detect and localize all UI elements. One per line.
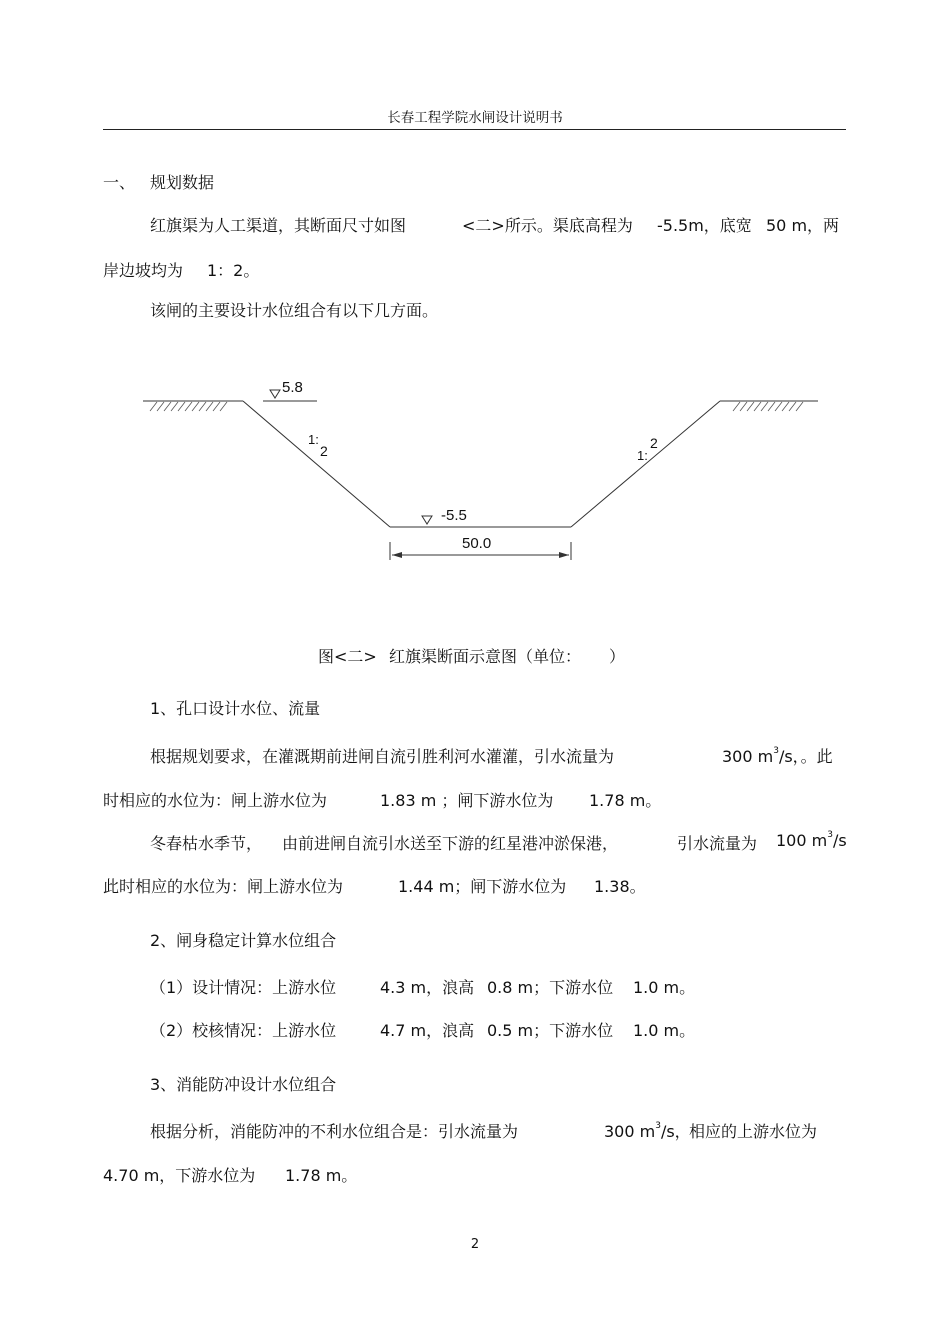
dimension-arrow-right-icon — [559, 552, 569, 558]
para4-part-e: 此时相应的水位为：闸上游水位为 — [103, 877, 344, 896]
case1-part-b: 4.3 m，浪高 — [380, 978, 475, 997]
right-bank-hatch — [733, 402, 803, 411]
case2-part-b: 4.7 m，浪高 — [380, 1021, 475, 1040]
case2-part-a: （2）校核情况：上游水位 — [150, 1021, 337, 1040]
para1-part-f: 1：2。 — [207, 261, 260, 280]
para3-part-e: 1.78 m。 — [589, 791, 662, 810]
right-slope-label-b: 2 — [650, 435, 658, 451]
para1-part-b: <二>所示。渠底高程为 — [462, 216, 633, 235]
case1-part-d: 1.0 m。 — [633, 978, 696, 997]
section-title: 规划数据 — [150, 173, 215, 192]
para2: 该闸的主要设计水位组合有以下几方面。 — [150, 301, 439, 320]
left-bank-hatch — [150, 402, 227, 411]
left-slope-line — [243, 401, 390, 527]
right-slope-label-a: 1: — [637, 448, 648, 463]
case1-part-a: （1）设计情况：上游水位 — [150, 978, 337, 997]
para4-part-f: 1.44 m；闸下游水位为 — [398, 877, 567, 896]
subsection-3-title: 3、消能防冲设计水位组合 — [150, 1075, 337, 1094]
bottom-level-triangle-icon — [422, 516, 432, 524]
subsection-2-title: 2、闸身稳定计算水位组合 — [150, 931, 337, 950]
para4-part-a: 冬春枯水季节， — [150, 834, 263, 853]
para1-part-c: -5.5m，底宽 — [657, 216, 752, 235]
top-level-label: 5.8 — [282, 379, 303, 396]
para5-part-d: 4.70 m，下游水位为 — [103, 1166, 256, 1185]
para3-flow: 300 $m^3/s$，。此 — [722, 746, 833, 766]
para1-part-d: 50 m，两 — [766, 216, 840, 235]
para3-part-a: 根据规划要求，在灌溉期前进闸自流引胜利河水灌灌，引水流量为 — [150, 747, 615, 766]
figure-caption-text: 红旗渠断面示意图（单位： — [389, 647, 582, 666]
para4-part-g: 1.38。 — [594, 877, 646, 896]
figure-caption-number: 图<二> — [318, 647, 377, 666]
para1-part-a: 红旗渠为人工渠道，其断面尺寸如图 — [150, 216, 407, 235]
para4-part-c: 引水流量为 — [677, 834, 758, 853]
para4-part-b: 由前进闸自流引水送至下游的红星港冲淤保港， — [282, 834, 619, 853]
para5-flow: 300 $m^3/s$， — [604, 1121, 691, 1141]
case2-part-c: 0.5 m；下游水位 — [487, 1021, 614, 1040]
para1-part-e: 岸边坡均为 — [103, 261, 184, 280]
case1-part-c: 0.8 m；下游水位 — [487, 978, 614, 997]
para5-part-c: 相应的上游水位为 — [689, 1122, 818, 1141]
bottom-width-label: 50.0 — [462, 535, 492, 552]
top-level-triangle-icon — [270, 390, 280, 398]
figure-caption-close: ） — [609, 647, 626, 666]
dimension-arrow-left-icon — [392, 552, 402, 558]
para3-part-d: 1.83 m ；闸下游水位为 — [380, 791, 554, 810]
page-number: 2 — [470, 1237, 480, 1252]
right-slope-line — [571, 401, 720, 527]
para5-part-a: 根据分析，消能防冲的不利水位组合是：引水流量为 — [150, 1122, 519, 1141]
page-header: 长春工程学院水闸设计说明书 — [387, 110, 563, 126]
bottom-level-label: -5.5 — [441, 507, 467, 524]
subsection-1-title: 1、孔口设计水位、流量 — [150, 699, 321, 718]
case2-part-d: 1.0 m。 — [633, 1021, 696, 1040]
para4-flow: 100 $m^3/s$ — [776, 830, 847, 850]
para5-part-e: 1.78 m。 — [285, 1166, 358, 1185]
left-slope-label-b: 2 — [320, 443, 328, 459]
para3-part-c: 时相应的水位为：闸上游水位为 — [103, 791, 328, 810]
left-slope-label-a: 1: — [308, 432, 319, 447]
section-number: 一、 — [103, 173, 136, 192]
